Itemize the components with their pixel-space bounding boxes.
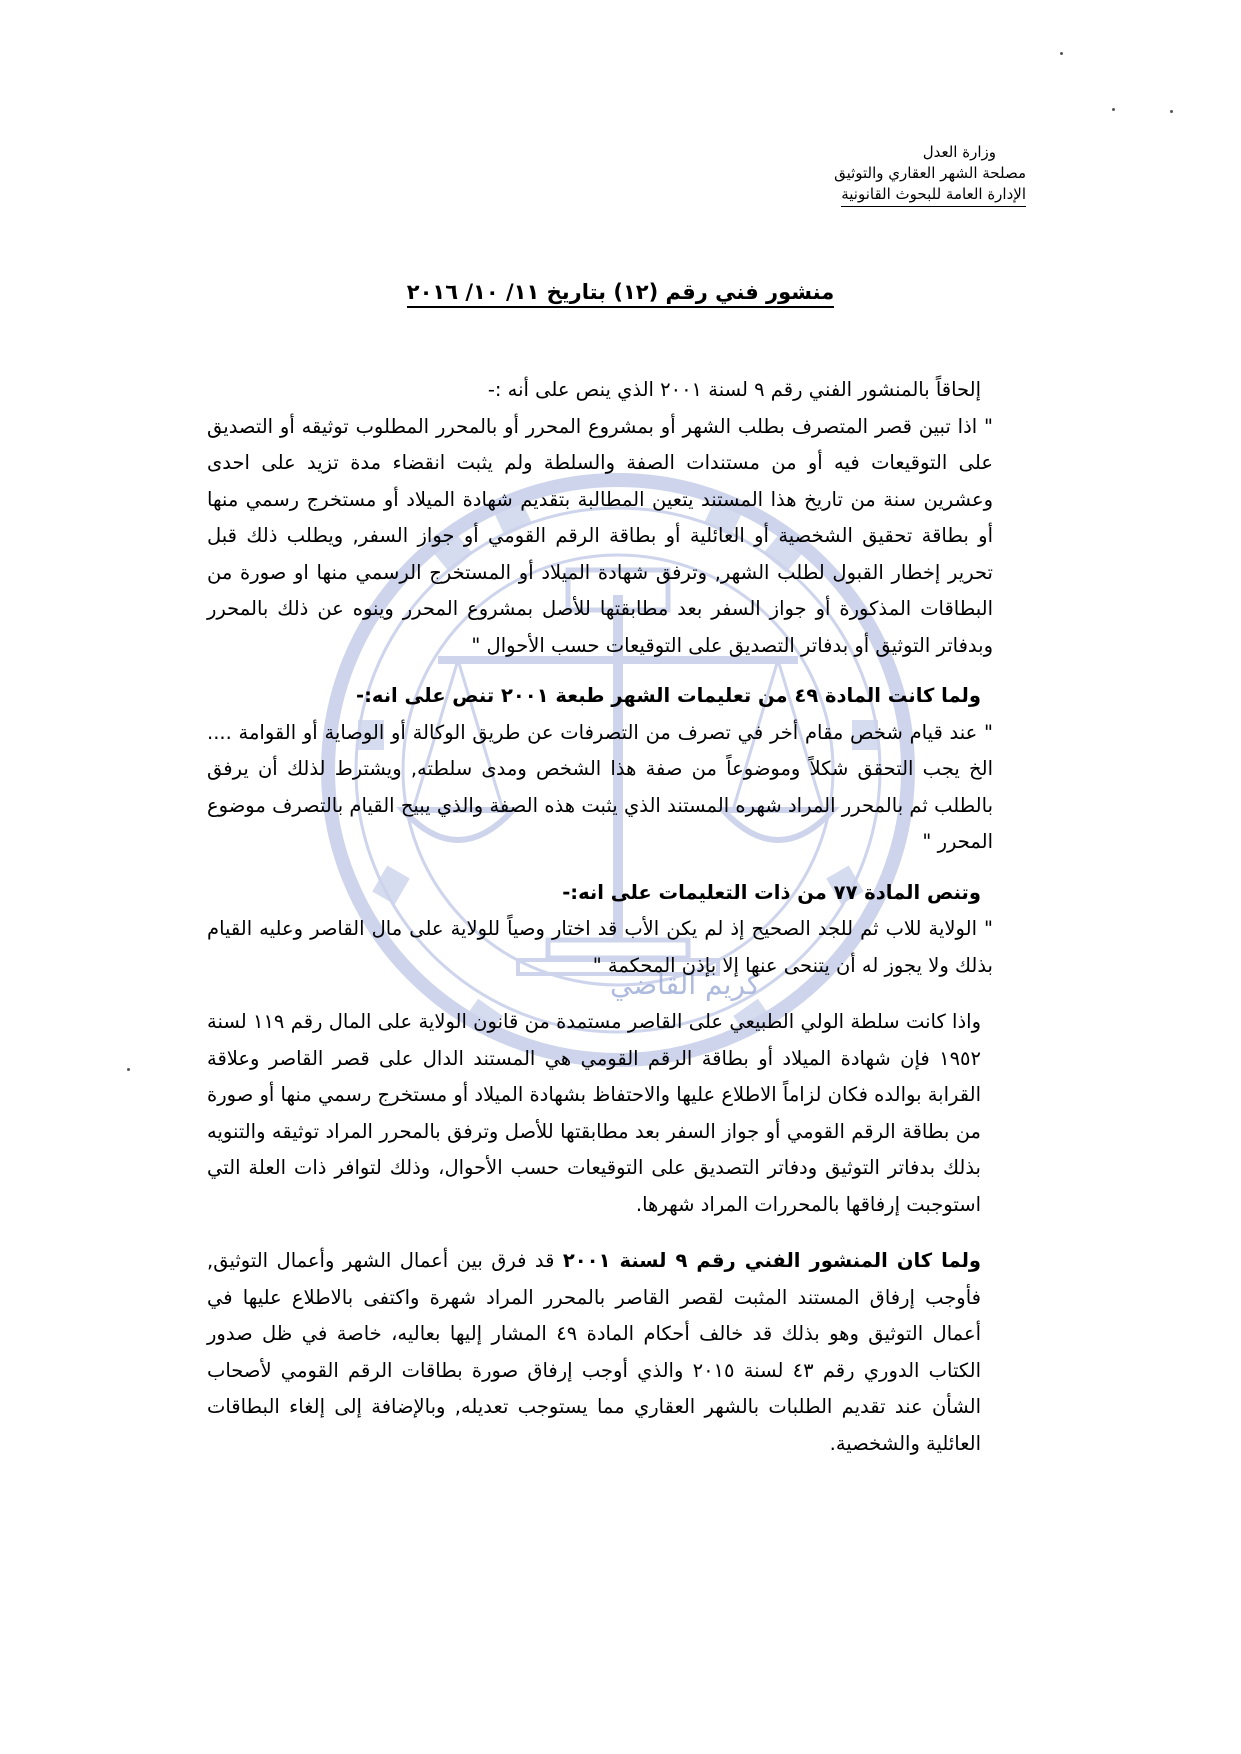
paragraph-article-49-heading: ولما كانت المادة ٤٩ من تعليمات الشهر طبعة ٢٠٠١ تنص على انه:- — [356, 684, 981, 707]
paragraph-quote-1: " اذا تبين قصر المتصرف بطلب الشهر أو بمشروع المحرر أو بالمحرر المطلوب توثيقه أو التصديق على التوقيعات فيه أو من مستندات الصفة والسلطة ولم يثبت انقضاء مدة تزيد على احدى وعشرين سنة من تاريخ هذا المستند يتعين المطالبة بتقديم شهادة الميلاد أو مستخرج رسمي منها أو بطاقة تحقيق الشخصية أو العائلية أو بطاقة الرقم القومي أو جواز السفر, ويطلب ذلك قبل تحرير إخطار القبول لطلب الشهر, وترفق شهادة الميلاد أو المستخرج الرسمي منها او صورة من البطاقات المذكورة أو جواز السفر بعد مطابقتها للأصل بمشروع المحرر وينوه عن ذلك بالمحرر وبدفاتر التوثيق أو بدفاتر التصديق على التوقيعات حسب الأحوال " — [207, 414, 993, 657]
scan-speck — [127, 1068, 130, 1071]
paragraph-quote-2: " عند قيام شخص مقام أخر في تصرف من التصرفات عن طريق الوكالة أو الوصاية أو القوامة .... الخ يجب التحقق شكلاً وموضوعاً من صفة هذا الشخص ومدى سلطته, ويشترط لذلك أن يرفق بالطلب ثم بالمحرر المراد شهره المستند الذي يثبت هذه الصفة والذي يبيح القيام بالتصرف موضوع المحرر " — [207, 720, 993, 853]
scan-speck — [1060, 52, 1063, 55]
document-title-text: منشور فني رقم (١٢) بتاريخ ١١/ ١٠/ ٢٠١٦ — [407, 280, 834, 308]
paragraph-intro: إلحاقاً بالمنشور الفني رقم ٩ لسنة ٢٠٠١ الذي ينص على أنه :- — [487, 378, 981, 401]
scan-speck — [1112, 108, 1115, 111]
document-body — [207, 372, 1029, 1462]
paragraph-article-77-heading: وتنص المادة ٧٧ من ذات التعليمات على انه:- — [562, 880, 981, 904]
paragraph-quote-3: " الولاية للاب ثم للجد الصحيح إذ لم يكن الأب قد اختار وصياً للولاية على مال القاصر وعليه القيام بذلك ولا يجوز له أن يتنحى عنها إلا بإذن المحكمة " — [207, 917, 993, 977]
watermark-name: كريم القاضي — [610, 968, 761, 1001]
scan-speck — [1170, 110, 1173, 113]
authority-name: مصلحة الشهر العقاري والتوثيق — [834, 164, 1026, 182]
document-title — [0, 280, 1241, 304]
conclusion-rest: قد فرق بين أعمال الشهر وأعمال التوثيق, فأوجب إرفاق المستند المثبت لقصر القاصر بالمحرر المراد شهرة واكتفى بالاطلاع عليها في أعمال التوثيق وهو بذلك قد خالف أحكام المادة ٤٩ المشار إليها بعاليه، خاصة في ظل صدور الكتاب الدوري رقم ٤٣ لسنة ٢٠١٥ والذي أوجب إرفاق صورة بطاقات الرقم القومي لأصحاب الشأن عند تقديم الطلبات بالشهر العقاري مما يستوجب تعديله, وبالإضافة إلى إلغاء البطاقات العائلية والشخصية. — [207, 1249, 981, 1455]
paragraph-guardian-authority: واذا كانت سلطة الولي الطبيعي على القاصر مستمدة من قانون الولاية على المال رقم ١١٩ لسنة ١٩٥٢ فإن شهادة الميلاد أو بطاقة الرقم القومي هي المستند الدال على قصر القاصر وعلاقة القرابة بوالده فكان لزاماً الاطلاع عليها والاحتفاظ بشهادة الميلاد أو مستخرج رسمي منها أو صورة من بطاقة الرقم القومي أو جواز السفر بعد مطابقتها للأصل وترفق بالمحرر المراد توثيقه والتنويه بذلك بدفاتر التوثيق ودفاتر التصديق على التوقيعات حسب الأحوال، وذلك لتوافر ذات العلة التي استوجبت إرفاقها بالمحررات المراد شهرها. — [207, 1010, 981, 1216]
conclusion-bold-lead: ولما كان المنشور الفني رقم ٩ لسنة ٢٠٠١ — [562, 1249, 982, 1272]
ministry-name: وزارة العدل — [922, 143, 996, 161]
paragraph-conclusion — [207, 1243, 1029, 1462]
document-header — [706, 142, 1026, 207]
department-name: الإدارة العامة للبحوث القانونية — [841, 184, 1026, 207]
